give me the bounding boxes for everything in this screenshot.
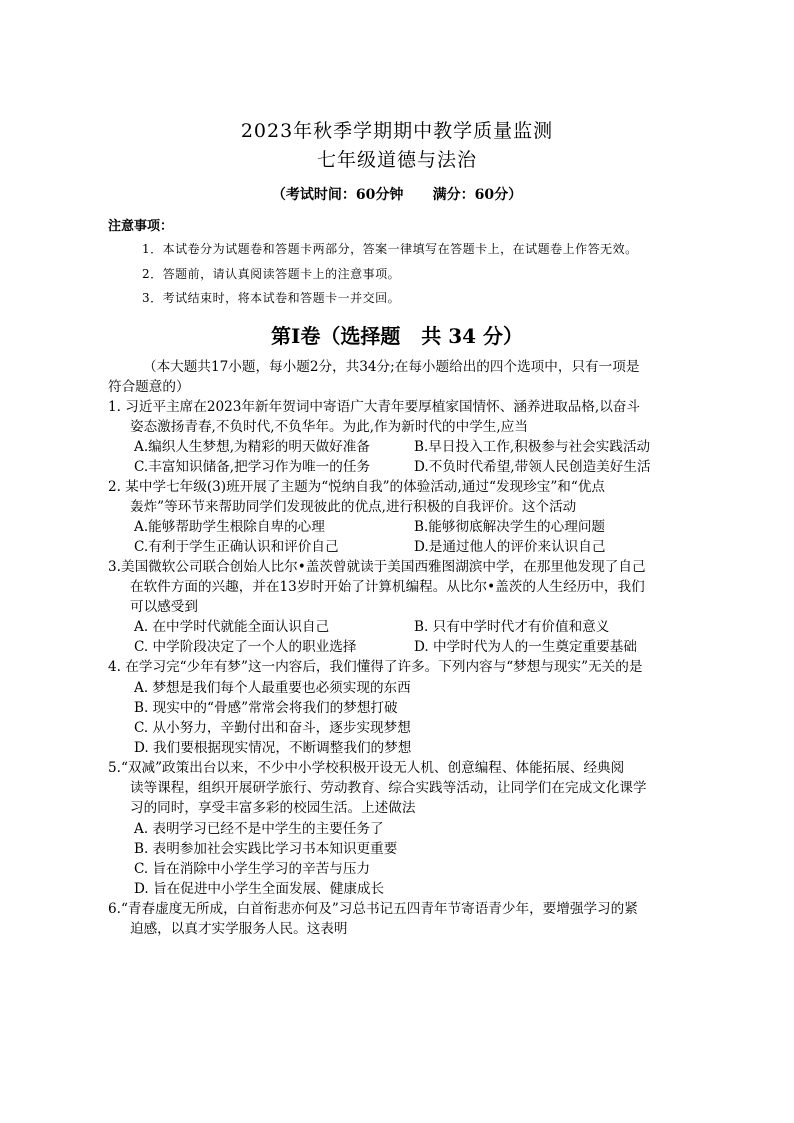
question-stem: 习的同时，享受丰富多彩的校园生活。上述做法 — [130, 800, 416, 816]
option-a: A. 表明学习已经不是中学生的主要任务了 — [134, 821, 384, 837]
option-a: A. 在中学时代就能全面认识自己 — [134, 619, 330, 635]
question-stem: 轰炸”等环节来帮助同学们发现彼此的优点,进行积极的自我评价。这个活动 — [130, 499, 577, 515]
question-stem: 4. 在学习完“少年有梦”这一内容后，我们懂得了许多。下列内容与“梦想与现实”无关的是 — [108, 659, 643, 675]
notice-heading: 注意事项： — [108, 219, 174, 234]
question-stem: 姿态激扬青春,不负时代,不负华年。为此,作为新时代的中学生,应当 — [130, 419, 528, 435]
option-d: D.不负时代希望,带领人民创造美好生活 — [414, 459, 651, 475]
option-c: C. 从小努力，辛勤付出和奋斗，逐步实现梦想 — [134, 720, 411, 736]
question-stem: 在软件方面的兴趣，并在13岁时开始了计算机编程。从比尔•盖茨的人生经历中，我们 — [130, 579, 645, 595]
question-stem: 可以感受到 — [130, 599, 198, 615]
question-stem: 5.“双减”政策出台以来，不少中小学校积极开设无人机、创意编程、体能拓展、经典阅 — [108, 760, 625, 776]
question-stem: 3.美国微软公司联合创始人比尔•盖茨曾就读于美国西雅图湖滨中学，在那里他发现了自己 — [108, 559, 646, 575]
question-stem: 6.“青春虚度无所成，白首衔悲亦何及”习总书记五四青年节寄语青少年，要增强学习的紧 — [108, 901, 638, 917]
option-a: A. 梦想是我们每个人最重要也必须实现的东西 — [134, 680, 411, 696]
question-stem: 1. 习近平主席在2023年新年贺词中寄语广大青年要厚植家国情怀、涵养进取品格,以奋斗 — [108, 399, 640, 415]
option-b: B. 现实中的“骨感”常常会将我们的梦想打破 — [134, 700, 398, 716]
notice-item: 3．考试结束时，将本试卷和答题卡一并交回。 — [142, 291, 401, 305]
exam-subject: 七年级道德与法治 — [316, 149, 477, 171]
option-d: D. 我们要根据现实情况，不断调整我们的梦想 — [134, 740, 412, 756]
question-stem: 2. 某中学七年级(3)班开展了主题为“悦纳自我”的体验活动,通过“发现珍宝”和“优点 — [108, 479, 606, 495]
option-d: D. 中学时代为人的一生奠定重要基础 — [414, 639, 637, 655]
notice-item: 2．答题前，请认真阅读答题卡上的注意事项。 — [142, 267, 401, 281]
option-c: C.有利于学生正确认识和评价自己 — [134, 539, 339, 555]
option-b: B.早日投入工作,积极参与社会实践活动 — [414, 439, 651, 455]
question-stem: 迫感，以真才实学服务人民。这表明 — [130, 921, 348, 937]
option-c: C. 中学阶段决定了一个人的职业选择 — [134, 639, 357, 655]
option-a: A.编织人生梦想,为精彩的明天做好准备 — [134, 439, 370, 455]
question-stem: 读等课程，组织开展研学旅行、劳动教育、综合实践等活动，让同学们在完成文化课学 — [130, 780, 647, 796]
exam-title: 2023年秋季学期期中教学质量监测 — [240, 120, 554, 142]
option-a: A.能够帮助学生根除自卑的心理 — [134, 519, 325, 535]
option-c: C. 旨在消除中小学生学习的辛苦与压力 — [134, 861, 371, 877]
option-b: B. 只有中学时代才有价值和意义 — [414, 619, 610, 635]
option-b: B.能够彻底解决学生的心理问题 — [414, 519, 606, 535]
section-title: 第Ⅰ卷（选择题 共 34 分） — [270, 324, 523, 348]
option-c: C.丰富知识储备,把学习作为唯一的任务 — [134, 459, 371, 475]
notice-item: 1．本试卷分为试题卷和答题卡两部分，答案一律填写在答题卡上，在试题卷上作答无效。 — [142, 242, 638, 256]
section-instructions: （本大题共17小题，每小题2分，共34分;在每小题给出的四个选项中，只有一项是 — [143, 359, 640, 375]
exam-time-score: （考试时间：60分钟 满分：60分） — [271, 187, 523, 203]
option-d: D.是通过他人的评价来认识自己 — [414, 539, 606, 555]
option-d: D. 旨在促进中小学生全面发展、健康成长 — [134, 881, 385, 897]
option-b: B. 表明参加社会实践比学习书本知识更重要 — [134, 841, 398, 857]
section-instructions: 符合题意的） — [108, 379, 190, 395]
